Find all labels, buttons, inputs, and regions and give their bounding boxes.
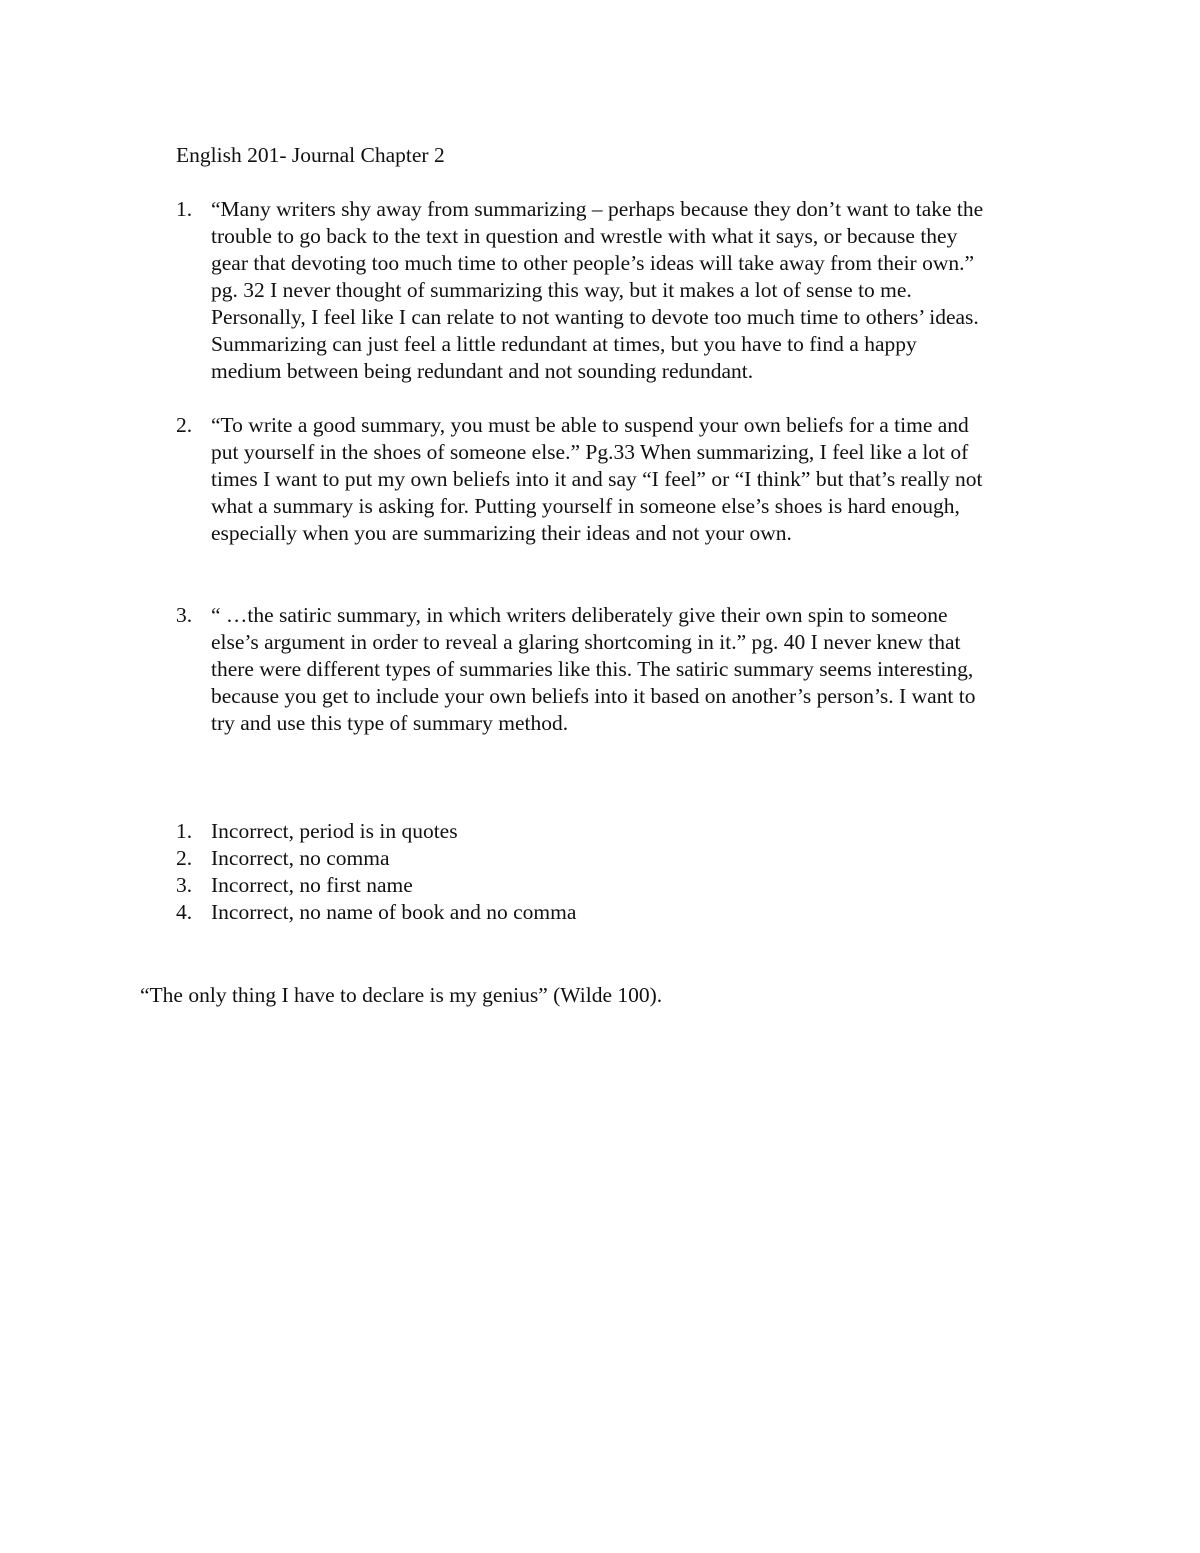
document-title: English 201- Journal Chapter 2 bbox=[176, 143, 445, 167]
entry-line: times I want to put my own beliefs into it and say “I feel” or “I think” but that’s really not bbox=[211, 467, 983, 491]
list-item-text: Incorrect, no comma bbox=[211, 846, 390, 870]
entry-line: “To write a good summary, you must be able to suspend your own beliefs for a time and bbox=[211, 413, 969, 437]
list-item bbox=[176, 818, 876, 845]
entry-text bbox=[211, 602, 1076, 737]
list-item bbox=[176, 899, 876, 926]
list-item-text: Incorrect, no name of book and no comma bbox=[211, 900, 577, 924]
entry-line: there were different types of summaries like this. The satiric summary seems interesting, bbox=[211, 657, 974, 681]
entry-line: else’s argument in order to reveal a glaring shortcoming in it.” pg. 40 I never knew that bbox=[211, 630, 961, 654]
entry-line: Summarizing can just feel a little redundant at times, but you have to find a happy bbox=[211, 332, 917, 356]
journal-entry bbox=[176, 412, 1076, 547]
entry-line: because you get to include your own beliefs into it based on another’s person’s. I want to bbox=[211, 684, 976, 708]
entry-line: what a summary is asking for. Putting yourself in someone else’s shoes is hard enough, bbox=[211, 494, 960, 518]
entry-line: Personally, I feel like I can relate to not wanting to devote too much time to others’ ideas. bbox=[211, 305, 979, 329]
entry-text bbox=[211, 196, 1076, 385]
entry-line: put yourself in the shoes of someone else.” Pg.33 When summarizing, I feel like a lot of bbox=[211, 440, 969, 464]
corrections-list bbox=[176, 818, 876, 926]
list-item bbox=[176, 872, 876, 899]
list-item-text: Incorrect, period is in quotes bbox=[211, 819, 458, 843]
entry-line: gear that devoting too much time to other people’s ideas will take away from their own.” bbox=[211, 251, 975, 275]
entry-line: try and use this type of summary method. bbox=[211, 711, 569, 735]
list-item-number: 2. bbox=[176, 846, 193, 870]
entry-number: 1. bbox=[176, 197, 193, 221]
entry-number: 3. bbox=[176, 603, 193, 627]
entry-line: “ …the satiric summary, in which writers deliberately give their own spin to someone bbox=[211, 603, 948, 627]
list-item bbox=[176, 845, 876, 872]
list-item-number: 1. bbox=[176, 819, 193, 843]
journal-entry bbox=[176, 602, 1076, 737]
entry-line: “Many writers shy away from summarizing – perhaps because they don’t want to take the bbox=[211, 197, 984, 221]
list-item-number: 3. bbox=[176, 873, 193, 897]
entry-line: medium between being redundant and not sounding redundant. bbox=[211, 359, 754, 383]
journal-entry bbox=[176, 196, 1076, 385]
entry-text bbox=[211, 412, 1076, 547]
list-item-number: 4. bbox=[176, 900, 193, 924]
entry-line: pg. 32 I never thought of summarizing this way, but it makes a lot of sense to me. bbox=[211, 278, 912, 302]
entry-line: especially when you are summarizing their ideas and not your own. bbox=[211, 521, 792, 545]
entry-line: trouble to go back to the text in question and wrestle with what it says, or because they bbox=[211, 224, 958, 248]
citation-quote: “The only thing I have to declare is my genius” (Wilde 100). bbox=[140, 983, 663, 1007]
entry-number: 2. bbox=[176, 413, 193, 437]
list-item-text: Incorrect, no first name bbox=[211, 873, 413, 897]
